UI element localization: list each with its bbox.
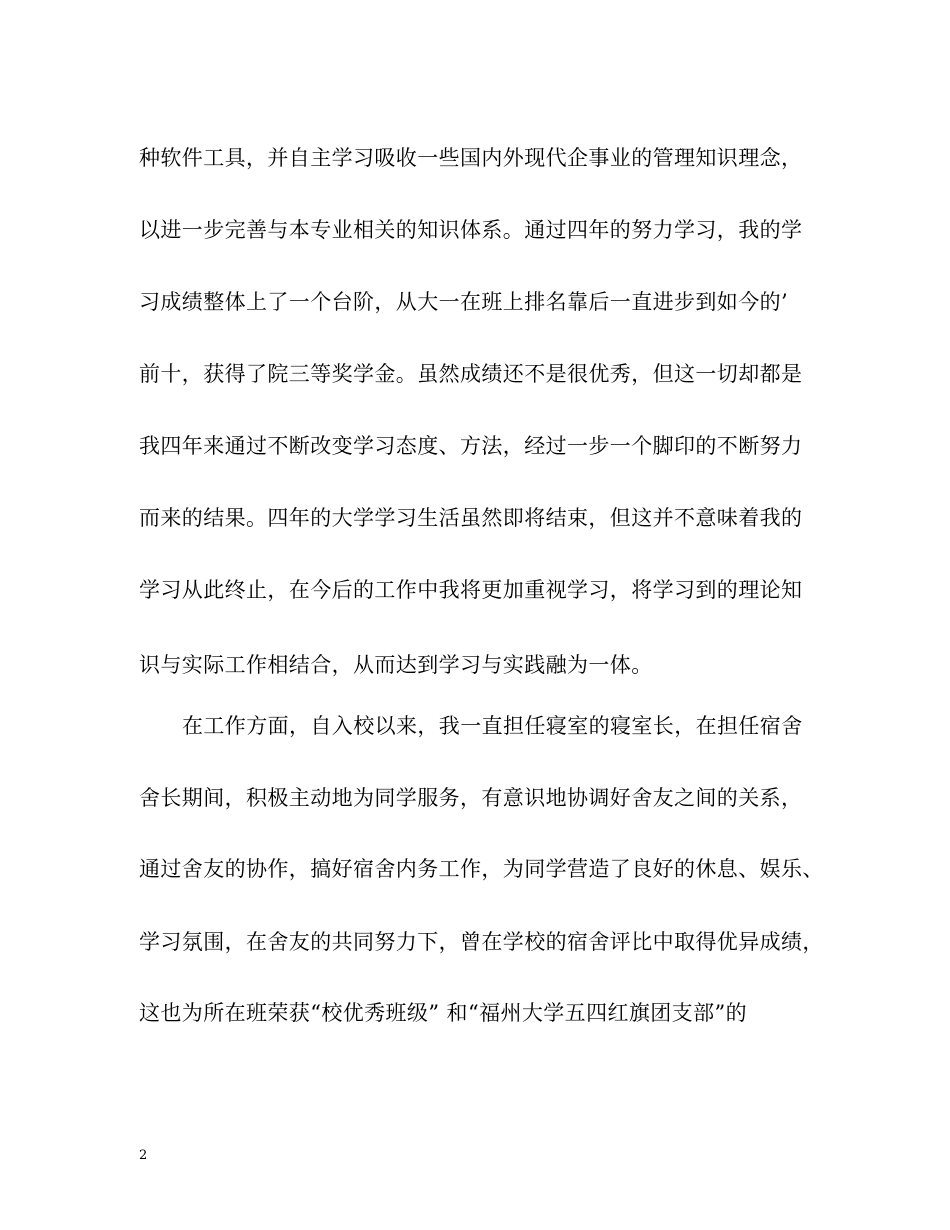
text-line-3: 习成绩整体上了一个台阶，从大一在班上排名靠后一直进步到如今的’ <box>139 290 789 314</box>
text-line-11: 通过舍友的协作，搞好宿舍内务工作，为同学营造了良好的休息、娱乐、 <box>139 857 824 881</box>
text-line-9: 在工作方面，自入校以来，我一直担任寝室的寝室长，在担任宿舍 <box>182 714 803 738</box>
text-line-2: 以进一步完善与本专业相关的知识体系。通过四年的努力学习，我的学 <box>139 218 803 242</box>
text-line-4: 前十，获得了院三等奖学金。虽然成绩还不是很优秀，但这一切却都是 <box>139 362 803 386</box>
text-line-10: 舍长期间，积极主动地为同学服务，有意识地协调好舍友之间的关系， <box>139 786 803 810</box>
page-number: 2 <box>139 1148 148 1163</box>
text-line-13: 这也为所在班荣获“校优秀班级” 和“福州大学五四红旗团支部”的 <box>139 1001 748 1025</box>
text-line-12: 学习氛围，在舍友的共同努力下，曾在学校的宿舍评比中取得优异成绩， <box>139 930 824 954</box>
text-line-5: 我四年来通过不断改变学习态度、方法，经过一步一个脚印的不断努力 <box>139 434 803 458</box>
text-line-8: 识与实际工作相结合，从而达到学习与实践融为一体。 <box>139 653 653 677</box>
text-line-6: 而来的结果。四年的大学学习生活虽然即将结束，但这并不意味着我的 <box>139 506 803 530</box>
text-line-1: 种软件工具，并自主学习吸收一些国内外现代企事业的管理知识理念， <box>139 146 803 170</box>
text-line-7: 学习从此终止，在今后的工作中我将更加重视学习，将学习到的理论知 <box>139 578 803 602</box>
